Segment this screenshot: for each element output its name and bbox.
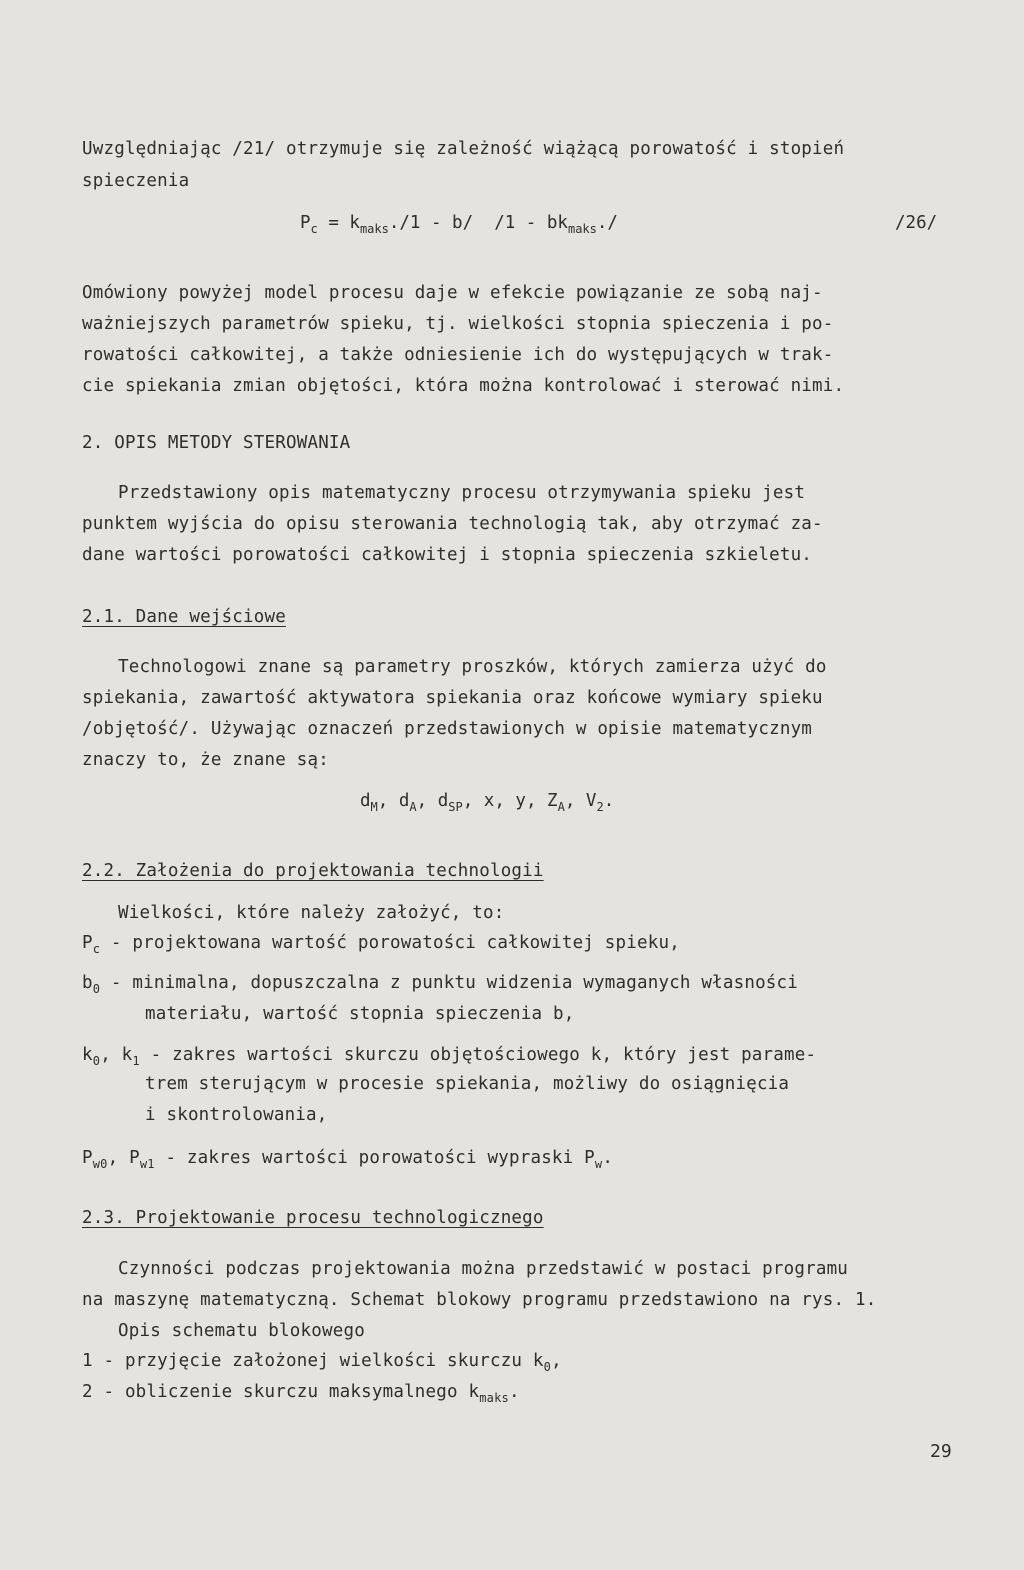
para1-line-4: cie spiekania zmian objętości, która można kontrolować i sterować nimi. bbox=[82, 376, 845, 396]
assumption-k-line-3: i skontrolowania, bbox=[145, 1105, 328, 1125]
section-2-heading: 2. OPIS METODY STEROWANIA bbox=[82, 433, 351, 453]
assumptions-intro: Wielkości, które należy założyć, to: bbox=[118, 903, 505, 923]
para3-line-1: Technologowi znane są parametry proszków, których zamierza użyć do bbox=[118, 657, 827, 677]
para4-line-2: na maszynę matematyczną. Schemat blokowy programu przedstawiono na rys. 1. bbox=[82, 1290, 877, 1310]
section-2-1-heading: 2.1. Dane wejściowe bbox=[82, 607, 286, 627]
step-1: 1 - przyjęcie założonej wielkości skurczu $k_0$, bbox=[82, 1351, 562, 1374]
section-2-3-heading: 2.3. Projektowanie procesu technologicznego bbox=[82, 1208, 544, 1228]
assumption-b0-line-2: materiału, wartość stopnia spieczenia b, bbox=[145, 1004, 575, 1024]
intro-line-1: Uwzględniając /21/ otrzymuje się zależność wiążącą porowatość i stopień bbox=[82, 139, 845, 159]
para1-line-2: ważniejszych parametrów spieku, tj. wielkości stopnia spieczenia i po- bbox=[82, 314, 834, 334]
para1-line-1: Omówiony powyżej model procesu daje w efekcie powiązanie ze sobą naj- bbox=[82, 283, 823, 303]
page-number: 29 bbox=[930, 1441, 952, 1462]
para4-line-1: Czynności podczas projektowania można przedstawić w postaci programu bbox=[118, 1259, 849, 1279]
intro-line-2: spieczenia bbox=[82, 171, 190, 191]
assumption-pc: $P_c$ - projektowana wartość porowatości całkowitej spieku, bbox=[82, 933, 680, 956]
para2-line-2: punktem wyjścia do opisu sterowania technologią tak, aby otrzymać za- bbox=[82, 514, 823, 534]
equation-number: /26/ bbox=[895, 213, 938, 233]
equation-26: $P_c = k_{maks}./1 - b/$ $/1 - bk_{maks}./$ bbox=[300, 213, 618, 236]
para1-line-3: rowatości całkowitej, a także odniesienie ich do występujących w trak- bbox=[82, 345, 834, 365]
para3-line-4: znaczy to, że znane są: bbox=[82, 750, 329, 770]
assumption-b0-line-1: $b_0$ - minimalna, dopuszczalna z punktu widzenia wymaganych własności bbox=[82, 973, 799, 996]
para3-line-2: spiekania, zawartość aktywatora spiekania oraz końcowe wymiary spieku bbox=[82, 688, 823, 708]
known-variables: $d_M$, $d_A$, $d_{SP}$, x, y, $Z_A$, $V_2$. bbox=[360, 791, 615, 814]
step-2: 2 - obliczenie skurczu maksymalnego $k_{maks}$. bbox=[82, 1382, 520, 1405]
assumption-pw: $P_{w0}$, $P_{w1}$ - zakres wartości porowatości wypraski $P_w$. bbox=[82, 1148, 614, 1171]
section-2-2-heading: 2.2. Założenia do projektowania technologii bbox=[82, 861, 544, 881]
para2-line-3: dane wartości porowatości całkowitej i stopnia spieczenia szkieletu. bbox=[82, 545, 813, 565]
para3-line-3: /objętość/. Używając oznaczeń przedstawionych w opisie matematycznym bbox=[82, 719, 813, 739]
scheme-title: Opis schematu blokowego bbox=[118, 1321, 365, 1341]
assumption-k-line-2: trem sterującym w procesie spiekania, możliwy do osiągnięcia bbox=[145, 1074, 790, 1094]
assumption-k-line-1: $k_0$, $k_1$ - zakres wartości skurczu objętościowego k, który jest parame- bbox=[82, 1045, 817, 1068]
para2-line-1: Przedstawiony opis matematyczny procesu otrzymywania spieku jest bbox=[118, 483, 806, 503]
